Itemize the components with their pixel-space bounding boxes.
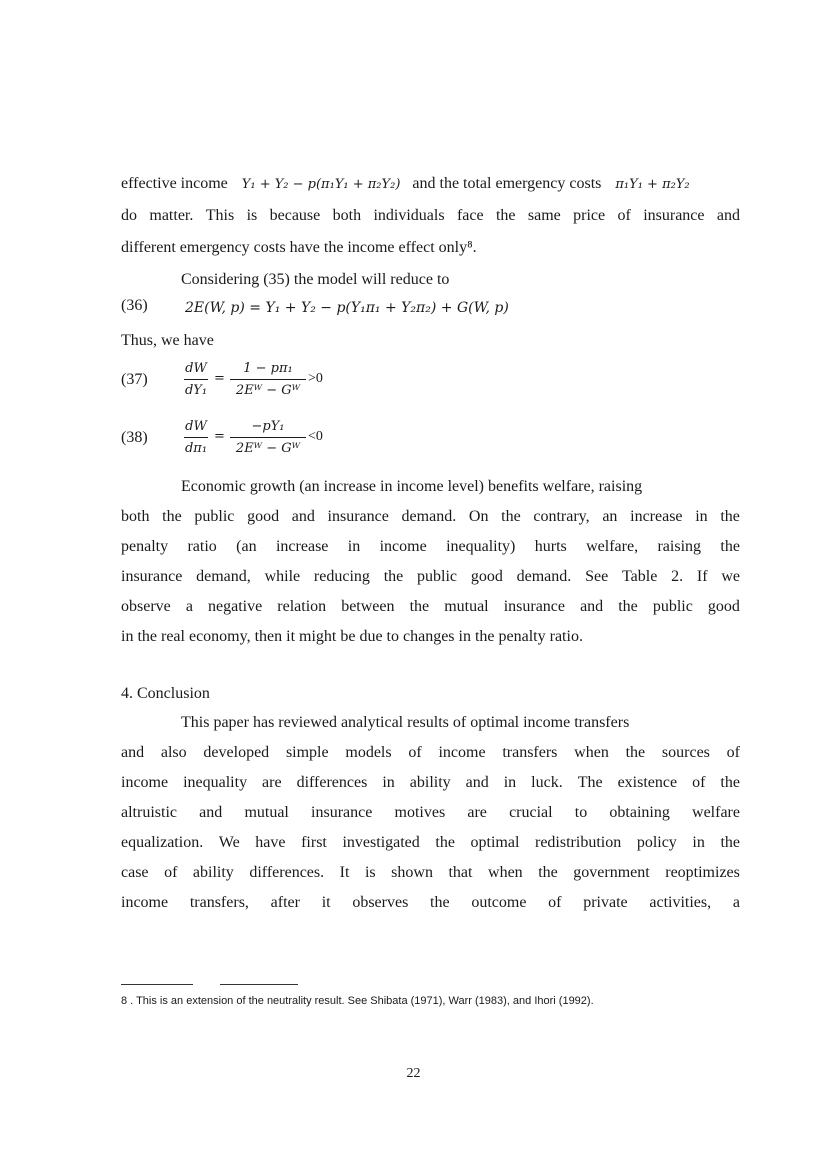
word: the [618, 598, 638, 615]
word: developed [203, 744, 270, 761]
word: We [218, 834, 240, 851]
word: and [291, 508, 315, 525]
word: public [417, 568, 458, 585]
word: demand. [516, 568, 572, 585]
word: when [488, 864, 523, 881]
word: first [301, 834, 327, 851]
word: of [617, 207, 631, 224]
word: the [495, 207, 516, 224]
word: because [269, 207, 321, 224]
effective-income-formula: Y₁ + Y₂ − p(π₁Y₁ + π₂Y₂) [241, 177, 401, 192]
word: government [573, 864, 650, 881]
eq38-lhs-numerator: dW [185, 419, 207, 434]
word: in [347, 538, 361, 555]
word: the [435, 834, 455, 851]
para1-text-a: effective income [121, 175, 228, 192]
word: good [470, 568, 503, 585]
word: Table [621, 568, 658, 585]
word: that [448, 864, 473, 881]
para1-line2 [121, 206, 740, 226]
eq38-lhs-denominator: dπ₁ [184, 441, 208, 456]
word: and [121, 744, 145, 761]
word: do [121, 207, 137, 224]
footnote-text: 8 . This is an extension of the neutrality result. See Shibata (1971), Warr (1983), and Ihori (1992). [121, 995, 594, 1007]
word: reoptimizes [665, 864, 740, 881]
para2-line2 [121, 507, 740, 527]
word: insurance [121, 568, 183, 585]
word: raising [657, 538, 702, 555]
para1-text-b: and the total emergency costs [412, 175, 602, 192]
word: the [538, 864, 558, 881]
word: models [345, 744, 392, 761]
word: and [465, 774, 489, 791]
word: we [721, 568, 740, 585]
word: welfare [692, 804, 740, 821]
word: and [580, 598, 604, 615]
emergency-costs-formula: π₁Y₁ + π₂Y₂ [615, 177, 690, 192]
word: of [408, 744, 422, 761]
word: penalty [121, 538, 169, 555]
considering-text: Considering (35) the model will reduce to [181, 271, 450, 288]
word: in [382, 774, 395, 791]
word: inequality [183, 774, 248, 791]
word: price [573, 207, 606, 224]
word: This [205, 207, 235, 224]
para1-line3: different emergency costs have the income effect only⁸. [121, 239, 477, 256]
word: shown [391, 864, 433, 881]
word: insurance [327, 508, 389, 525]
eq37-lhs-numerator: dW [185, 361, 207, 376]
word: negative [208, 598, 263, 615]
word: See [585, 568, 609, 585]
word: the [720, 538, 740, 555]
word: the [383, 568, 404, 585]
word: face [456, 207, 484, 224]
section-line1: This paper has reviewed analytical results of optimal income transfers [181, 714, 630, 731]
word: existence [617, 774, 678, 791]
word: redistribution [535, 834, 622, 851]
para2-line5 [121, 597, 740, 617]
word: The [577, 774, 603, 791]
eq38-label: (38) [121, 429, 148, 446]
word: simple [285, 744, 329, 761]
word: the [162, 508, 182, 525]
word: crucial [509, 804, 553, 821]
word: income [438, 744, 486, 761]
word: in [692, 834, 705, 851]
word: altruistic [121, 804, 177, 821]
eq36-expression: 2E(W, p) = Y₁ + Y₂ − p(Y₁π₁ + Y₂π₂) + G(W, p) [185, 300, 509, 316]
word: good [707, 598, 740, 615]
word: both [121, 508, 150, 525]
eq38-rhs-bar [230, 437, 306, 438]
word: an [602, 508, 618, 525]
eq37-lhs-denominator: dY₁ [184, 383, 208, 398]
para2-line4 [121, 567, 740, 587]
word: the [430, 894, 450, 911]
word: income [121, 894, 169, 911]
eq37-equals: = [214, 371, 225, 386]
word: public [652, 598, 693, 615]
word: private [583, 894, 628, 911]
word: ability [192, 864, 234, 881]
eq37-rhs-bar [230, 379, 306, 380]
word: observes [352, 894, 409, 911]
word: sources [661, 744, 710, 761]
word: (an [236, 538, 257, 555]
word: demand. [401, 508, 457, 525]
word: contrary, [533, 508, 590, 525]
word: income [379, 538, 427, 555]
word: ratio [187, 538, 217, 555]
word: individuals [373, 207, 445, 224]
word: motives [394, 804, 446, 821]
word: while [264, 568, 301, 585]
word: same [527, 207, 561, 224]
word: the [720, 774, 740, 791]
word: obtaining [609, 804, 670, 821]
para2-line6: in the real economy, then it might be due to changes in the penalty ratio. [121, 628, 583, 645]
word: a [732, 894, 740, 911]
section-heading: 4. Conclusion [121, 685, 210, 702]
eq36-label: (36) [121, 297, 148, 314]
word: mutual [444, 598, 489, 615]
word: income [121, 774, 169, 791]
page-number: 22 [406, 1066, 421, 1081]
word: insurance [503, 598, 565, 615]
eq38-equals: = [214, 429, 225, 444]
word: are [262, 774, 282, 791]
word: after [270, 894, 300, 911]
footnote-rule-left [121, 984, 193, 985]
eq38-rhs-denominator: 2Eᵂ − Gᵂ [235, 441, 301, 456]
eq38-relation: <0 [308, 429, 323, 444]
word: insurance [643, 207, 705, 224]
word: hurts [534, 538, 567, 555]
word: to [574, 804, 588, 821]
eq37-rhs-numerator: 1 − pπ₁ [243, 361, 293, 376]
word: inequality) [446, 538, 516, 555]
word: transfers [502, 744, 558, 761]
section-line7 [121, 893, 740, 913]
word: of [548, 894, 562, 911]
word: If [696, 568, 708, 585]
word: transfers, [189, 894, 249, 911]
word: activities, [649, 894, 712, 911]
word: the [501, 508, 521, 525]
word: the [720, 508, 740, 525]
section-line4 [121, 803, 740, 823]
eq38-lhs-bar [184, 437, 208, 438]
word: differences [296, 774, 368, 791]
word: ability [409, 774, 451, 791]
thus-text: Thus, we have [121, 332, 214, 349]
word: and [199, 804, 223, 821]
word: good [247, 508, 280, 525]
word: differences. [249, 864, 325, 881]
para2-line3 [121, 537, 740, 557]
para1-line1 [121, 174, 741, 195]
word: 2. [671, 568, 684, 585]
word: between [341, 598, 395, 615]
word: optimal [470, 834, 520, 851]
section-line3 [121, 773, 740, 793]
word: a [185, 598, 193, 615]
word: increase [630, 508, 683, 525]
word: matter. [149, 207, 194, 224]
word: when [574, 744, 609, 761]
eq37-lhs-bar [184, 379, 208, 380]
word: On [468, 508, 489, 525]
word: of [164, 864, 178, 881]
word: outcome [471, 894, 527, 911]
eq38-rhs-numerator: −pY₁ [251, 419, 285, 434]
word: also [160, 744, 187, 761]
word: case [121, 864, 149, 881]
para2-line1: Economic growth (an increase in income level) benefits welfare, raising [181, 478, 643, 495]
section-line5 [121, 833, 740, 853]
word: it [321, 894, 331, 911]
word: It [339, 864, 350, 881]
word: of [726, 744, 740, 761]
word: mutual [244, 804, 289, 821]
word: and [716, 207, 740, 224]
word: the [720, 834, 740, 851]
eq37-rhs-denominator: 2Eᵂ − Gᵂ [235, 383, 301, 398]
word: reducing [313, 568, 370, 585]
word: the [409, 598, 430, 615]
word: equalization. [121, 834, 204, 851]
word: public [194, 508, 235, 525]
word: policy [636, 834, 677, 851]
word: relation [277, 598, 327, 615]
section-line2 [121, 743, 740, 763]
word: increase [275, 538, 329, 555]
word: are [467, 804, 487, 821]
word: demand, [196, 568, 251, 585]
eq37-label: (37) [121, 371, 148, 388]
eq37-relation: >0 [308, 371, 323, 386]
word: welfare, [586, 538, 639, 555]
word: luck. [531, 774, 563, 791]
word: investigated [342, 834, 420, 851]
word: is [364, 864, 376, 881]
word: the [625, 744, 646, 761]
footnote-rule-right [220, 984, 298, 985]
word: in [695, 508, 708, 525]
word: insurance [311, 804, 373, 821]
section-line6 [121, 863, 740, 883]
word: observe [121, 598, 171, 615]
word: in [503, 774, 517, 791]
word: of [692, 774, 706, 791]
word: is [246, 207, 258, 224]
word: have [255, 834, 286, 851]
word: both [332, 207, 362, 224]
